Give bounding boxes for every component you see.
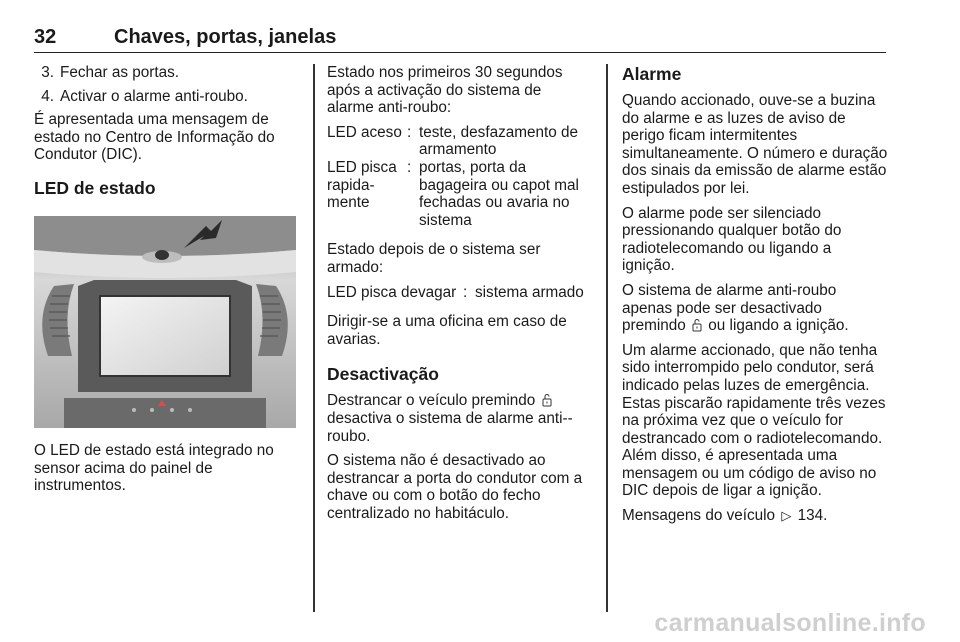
- page-reference-link[interactable]: 134.: [797, 507, 828, 525]
- dashboard-led-photo: [34, 216, 296, 428]
- paragraph: Estado depois de o sistema ser armado:: [327, 241, 541, 276]
- table-row: LED pisca devagar : sistema armado: [327, 283, 584, 301]
- table-row: LED aceso : teste, desfazamento de armamento: [327, 123, 579, 159]
- led-status-table: [327, 124, 592, 230]
- paragraph: Destrancar o veículo premindo desactiva o sistema de alarme anti--roubo.: [327, 392, 573, 445]
- paragraph: Estado nos primeiros 30 segundos após a activação do sistema de alarme anti-roubo:: [327, 64, 563, 117]
- paragraph: O sistema não é desactivado ao destrancar a porta do condutor com a chave ou com o botão do fecho centralizado no habitáculo.: [327, 452, 583, 522]
- dashboard-illustration: [34, 216, 296, 428]
- section-heading: Desactivação: [327, 364, 439, 385]
- column-divider: [313, 64, 315, 612]
- chapter-title: Chaves, portas, janelas: [114, 26, 337, 48]
- watermark: carmanualsonline.info: [654, 609, 926, 637]
- list-item: 4. Activar o alarme anti-roubo.: [41, 87, 248, 105]
- section-heading: LED de estado: [34, 177, 156, 198]
- paragraph: Mensagens do veículo ▷ 134.: [622, 507, 828, 525]
- led-armed-table: [327, 284, 592, 302]
- unlock-key-icon: [542, 393, 552, 407]
- paragraph: O sistema de alarme anti-roubo apenas pode ser desactivado premindo ou ligando a ignição.: [622, 281, 849, 335]
- paragraph: Um alarme accionado, que não tenha sido interrompido pelo condutor, será indicado pelas luzes de emergência. Estas piscarão rapidamente três vezes na próxima vez que o veículo for destrancado com o radiotelecomando. Além disso, é apresentada uma mensagem ou um código de aviso no DIC depois de ligar a ignição.: [622, 341, 886, 500]
- paragraph: O alarme pode ser silenciado pressionando qualquer botão do radiotelecomando ou ligando a ignição.: [622, 204, 842, 275]
- column-divider: [606, 64, 608, 612]
- paragraph: Dirigir-se a uma oficina em caso de avarias.: [327, 313, 567, 348]
- paragraph: Quando accionado, ouve-se a buzina do alarme e as luzes de aviso de perigo ficam intermitentes simultaneamente. O número e duração dos sinais da emissão de alarme estão estipulados por lei.: [622, 92, 888, 197]
- column-2: [327, 64, 592, 529]
- page-header: [34, 22, 886, 53]
- page-number: 32: [34, 26, 57, 48]
- list-item: 3. Fechar as portas.: [41, 64, 180, 81]
- photo-caption: O LED de estado está integrado no sensor acima do painel de instrumentos.: [34, 441, 274, 495]
- table-row: LED pisca rapida-mente : portas, porta da bagageira ou capot mal fechadas ou avaria no sistema: [327, 158, 579, 229]
- column-3: [622, 64, 888, 532]
- column-1: [34, 64, 296, 502]
- section-heading: Alarme: [622, 64, 682, 84]
- unlock-key-icon: [692, 318, 702, 332]
- page-reference-arrow-icon: ▷: [781, 508, 792, 524]
- paragraph: É apresentada uma mensagem de estado no Centro de Informação do Condutor (DIC).: [34, 111, 275, 164]
